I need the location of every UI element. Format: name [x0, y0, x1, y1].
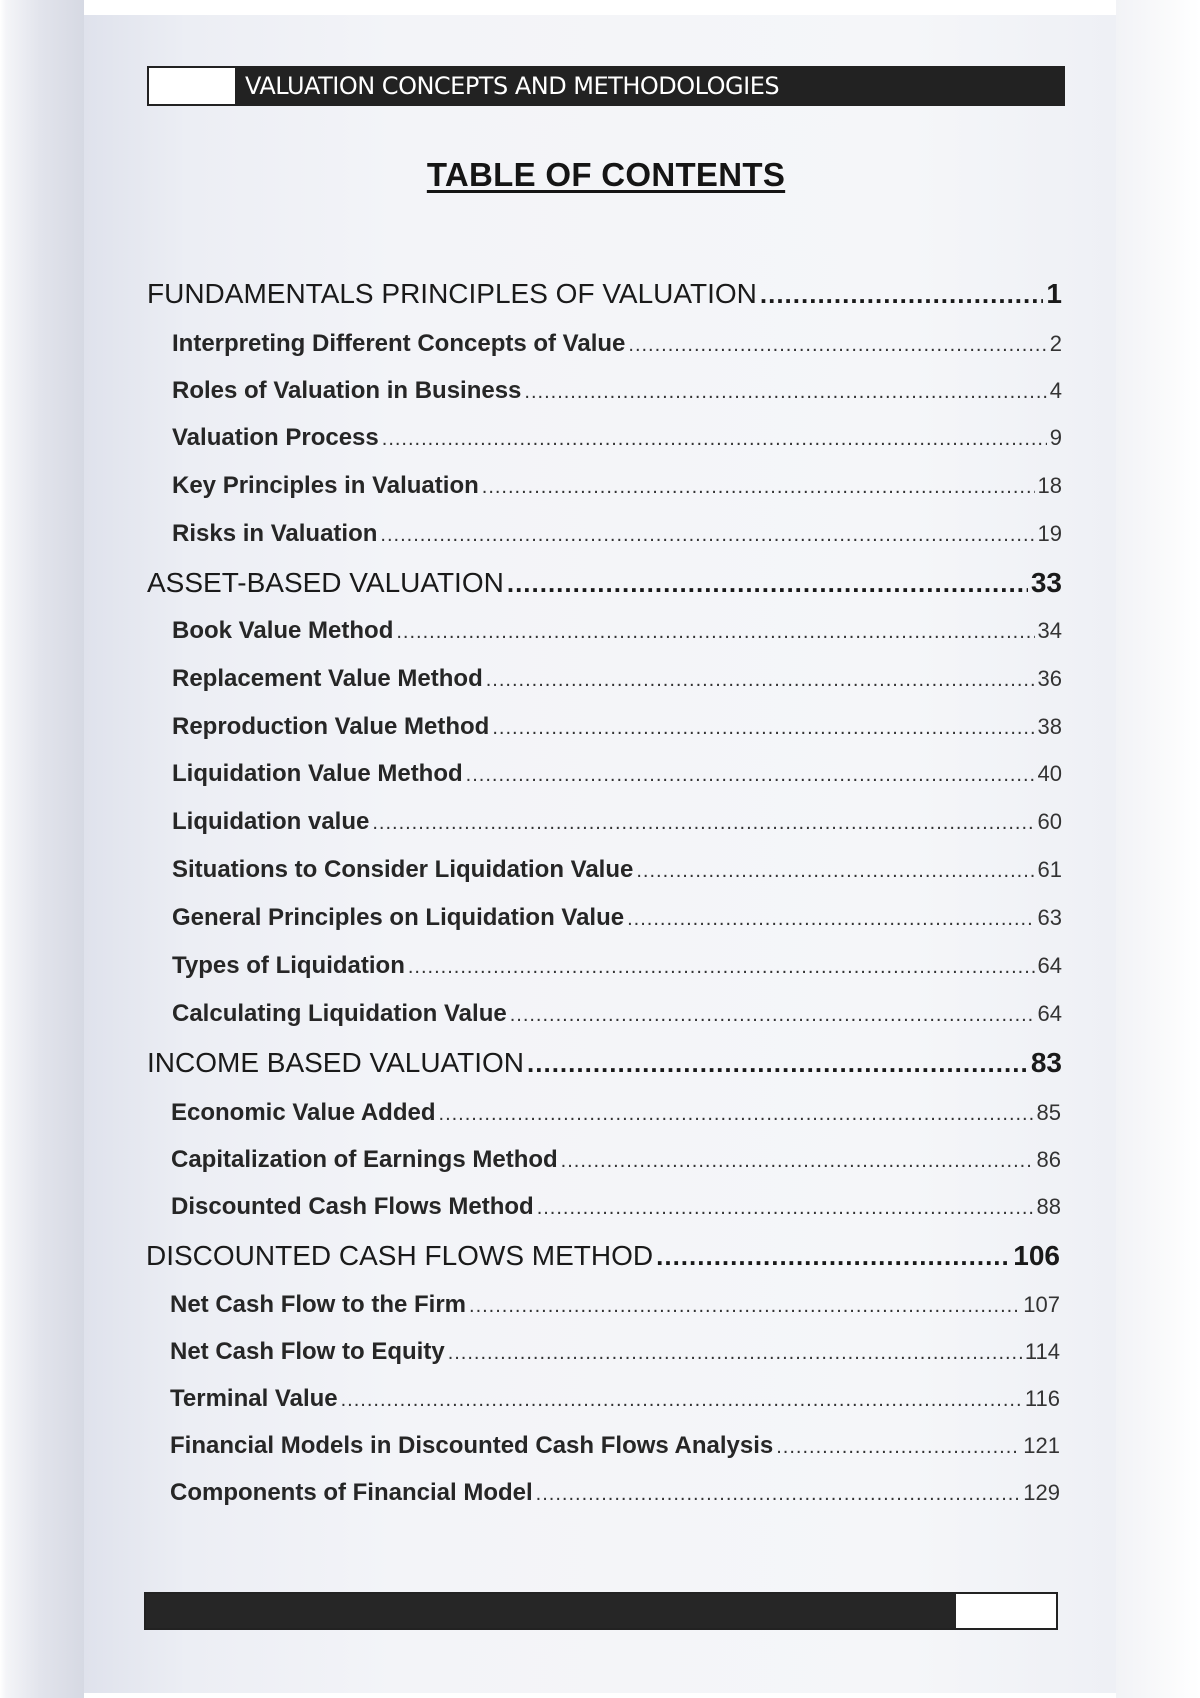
toc-entry-page: 36 [1037, 666, 1062, 691]
toc-chapter-asset-based[interactable] [147, 567, 1062, 599]
toc-entry-page: 60 [1037, 809, 1062, 834]
toc-leader-dots [372, 812, 1034, 835]
toc-section[interactable] [170, 1479, 1060, 1507]
toc-entry-page: 83 [1030, 1047, 1062, 1078]
toc-leader-dots [536, 1483, 1021, 1506]
toc-entry-label: Liquidation Value Method [172, 760, 463, 787]
running-footer-band [146, 1594, 956, 1628]
toc-leader-dots [524, 381, 1046, 404]
toc-entry-label: Net Cash Flow to Equity [170, 1338, 445, 1365]
toc-entry-label: Types of Liquidation [172, 952, 405, 979]
toc-leader-dots [408, 956, 1035, 979]
running-footer [144, 1592, 1058, 1630]
toc-section[interactable] [171, 1099, 1061, 1127]
toc-leader-dots [396, 621, 1034, 644]
toc-entry-page: 129 [1023, 1480, 1060, 1505]
toc-leader-dots [561, 1150, 1034, 1173]
toc-entry-label: ASSET-BASED VALUATION [147, 567, 504, 598]
toc-entry-label: DISCOUNTED CASH FLOWS METHOD [146, 1240, 654, 1271]
toc-leader-dots [507, 568, 1028, 599]
toc-section[interactable] [172, 377, 1062, 405]
toc-entry-label: Financial Models in Discounted Cash Flows Analysis [170, 1432, 774, 1459]
toc-entry-page: 38 [1037, 714, 1062, 739]
toc-leader-dots [341, 1389, 1022, 1412]
toc-section[interactable] [172, 952, 1062, 980]
toc-section[interactable] [172, 330, 1062, 358]
toc-entry-page: 61 [1037, 857, 1062, 882]
toc-entry-label: FUNDAMENTALS PRINCIPLES OF VALUATION [147, 278, 757, 309]
toc-entry-page: 34 [1037, 618, 1062, 643]
toc-leader-dots [628, 334, 1046, 357]
toc-chapter-dcf[interactable] [146, 1240, 1060, 1272]
toc-entry-page: 121 [1023, 1433, 1060, 1458]
toc-entry-label: Valuation Process [172, 424, 379, 451]
toc-section[interactable] [171, 1193, 1061, 1221]
toc-entry-label: Replacement Value Method [172, 665, 483, 692]
toc-section[interactable] [172, 808, 1062, 836]
toc-entry-label: General Principles on Liquidation Value [172, 904, 625, 931]
toc-section[interactable] [172, 856, 1062, 884]
toc-leader-dots [492, 717, 1034, 740]
toc-entry-label: Economic Value Added [171, 1099, 436, 1126]
running-header-title: VALUATION CONCEPTS AND METHODOLOGIES [245, 72, 780, 100]
toc-section[interactable] [170, 1291, 1060, 1319]
toc-section[interactable] [172, 617, 1062, 645]
toc-leader-dots [776, 1436, 1020, 1459]
toc-entry-page: 63 [1037, 905, 1062, 930]
toc-entry-page: 85 [1036, 1100, 1061, 1125]
toc-leader-dots [486, 669, 1035, 692]
toc-leader-dots [636, 860, 1034, 883]
toc-chapter-fundamentals[interactable] [147, 278, 1062, 310]
toc-section[interactable] [171, 1146, 1061, 1174]
toc-leader-dots [466, 764, 1035, 787]
toc-leader-dots [510, 1004, 1035, 1027]
toc-section[interactable] [170, 1432, 1060, 1460]
toc-entry-label: Roles of Valuation in Business [172, 377, 522, 404]
toc-entry-label: Net Cash Flow to the Firm [170, 1291, 467, 1318]
toc-entry-label: Risks in Valuation [172, 520, 378, 547]
toc-leader-dots [380, 524, 1034, 547]
toc-entry-page: 33 [1030, 567, 1062, 598]
toc-entry-page: 2 [1049, 331, 1062, 356]
toc-entry-label: Reproduction Value Method [172, 713, 490, 740]
toc-leader-dots [382, 428, 1047, 451]
toc-entry-label: INCOME BASED VALUATION [147, 1047, 525, 1078]
toc-entry-page: 64 [1037, 953, 1062, 978]
toc-entry-label: Capitalization of Earnings Method [171, 1146, 558, 1173]
toc-entry-page: 9 [1049, 425, 1062, 450]
toc-section[interactable] [172, 424, 1062, 452]
toc-entry-page: 19 [1037, 521, 1062, 546]
toc-section[interactable] [172, 520, 1062, 548]
toc-entry-page: 116 [1024, 1386, 1060, 1411]
toc-entry-label: Key Principles in Valuation [172, 472, 479, 499]
toc-entry-label: Calculating Liquidation Value [172, 1000, 507, 1027]
toc-section[interactable] [172, 472, 1062, 500]
toc-leader-dots [527, 1048, 1028, 1079]
toc-entry-label: Situations to Consider Liquidation Value [172, 856, 634, 883]
toc-entry-page: 86 [1036, 1147, 1061, 1172]
toc-leader-dots [537, 1197, 1034, 1220]
toc-leader-dots [439, 1103, 1034, 1126]
toc-entry-page: 107 [1023, 1292, 1060, 1317]
toc-entry-page: 64 [1037, 1001, 1062, 1026]
toc-entry-page: 106 [1013, 1240, 1060, 1271]
toc-entry-label: Interpreting Different Concepts of Value [172, 330, 626, 357]
toc-section[interactable] [170, 1385, 1060, 1413]
toc-leader-dots [448, 1342, 1022, 1365]
toc-entry-page: 1 [1046, 278, 1062, 309]
toc-entry-label: Components of Financial Model [170, 1479, 533, 1506]
toc-chapter-income-based[interactable] [147, 1047, 1062, 1079]
toc-section[interactable] [172, 713, 1062, 741]
toc-leader-dots [469, 1295, 1020, 1318]
toc-section[interactable] [172, 904, 1062, 932]
toc-leader-dots [627, 908, 1034, 931]
toc-entry-label: Discounted Cash Flows Method [171, 1193, 534, 1220]
toc-entry-page: 4 [1049, 378, 1062, 403]
toc-section[interactable] [172, 1000, 1062, 1028]
toc-entry-label: Book Value Method [172, 617, 394, 644]
toc-entry-label: Terminal Value [170, 1385, 338, 1412]
toc-entry-page: 88 [1036, 1194, 1061, 1219]
toc-section[interactable] [170, 1338, 1060, 1366]
toc-section[interactable] [172, 760, 1062, 788]
toc-leader-dots [760, 279, 1044, 310]
toc-entry-page: 40 [1037, 761, 1062, 786]
toc-entry-label: Liquidation value [172, 808, 370, 835]
toc-leader-dots [656, 1241, 1010, 1272]
toc-leader-dots [482, 476, 1035, 499]
toc-section[interactable] [172, 665, 1062, 693]
page-title: TABLE OF CONTENTS [426, 156, 786, 193]
toc-entry-page: 114 [1024, 1339, 1060, 1364]
toc-entry-page: 18 [1037, 473, 1062, 498]
